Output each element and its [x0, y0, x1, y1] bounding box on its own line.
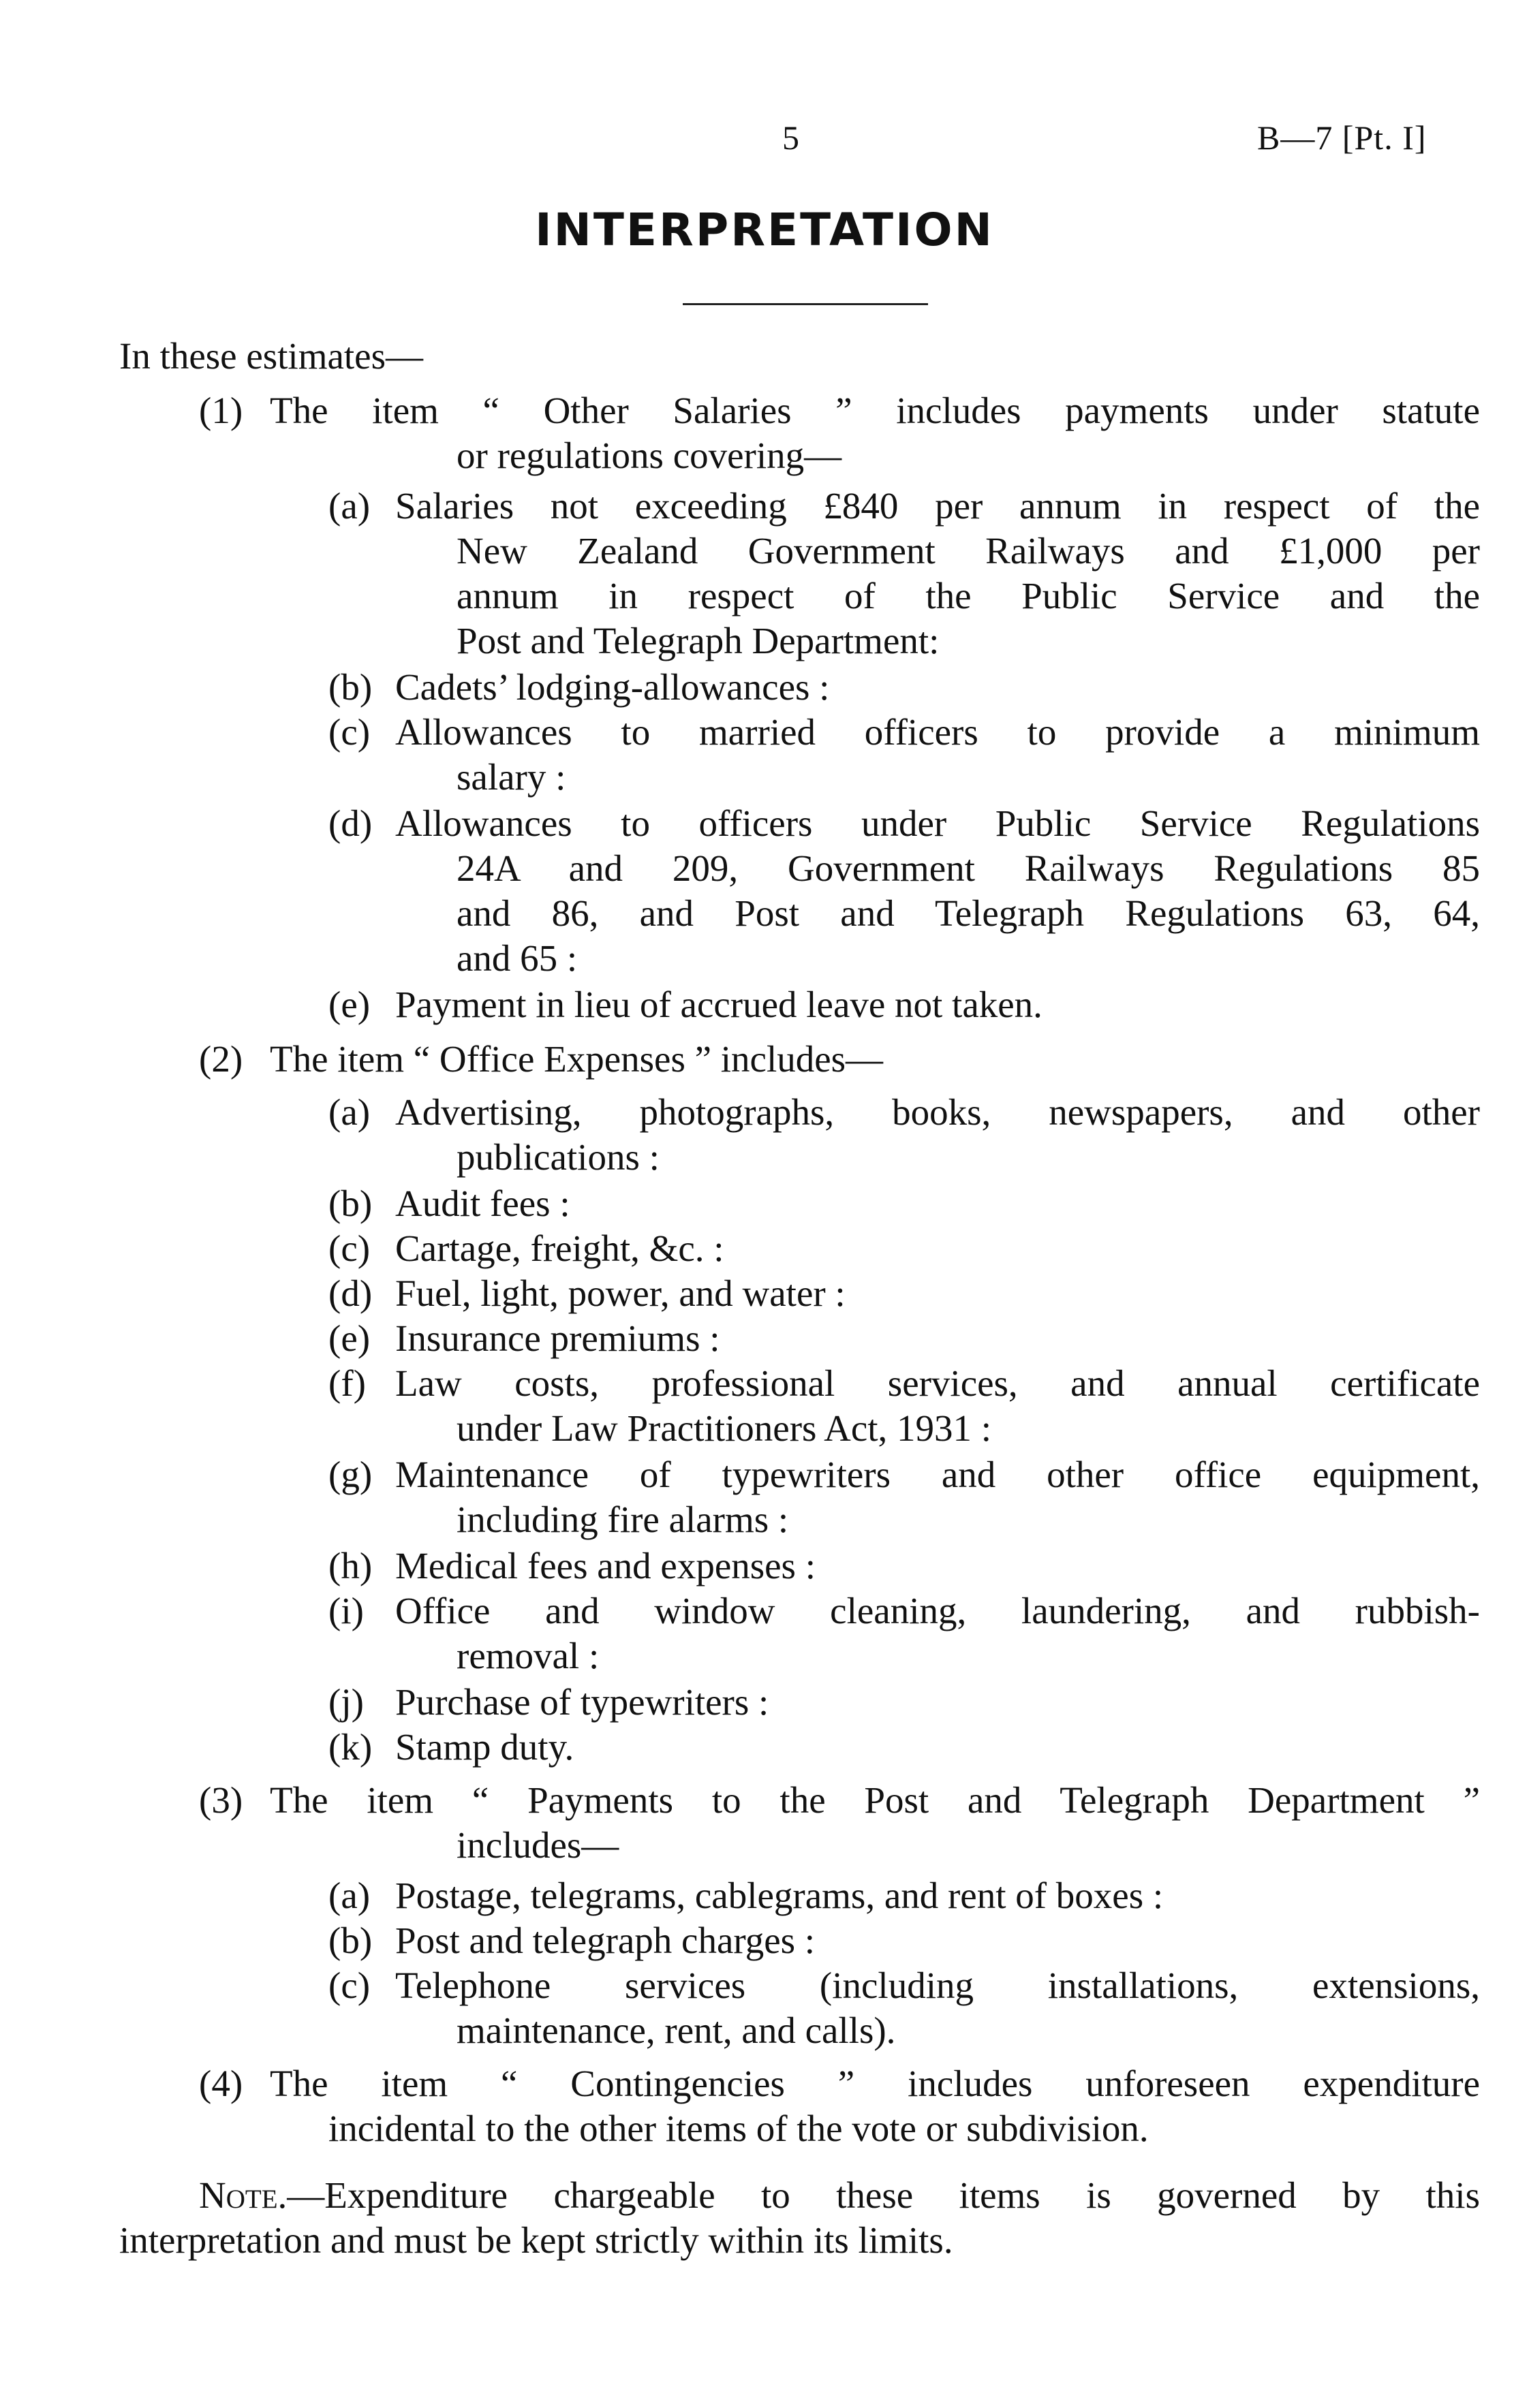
- note-line: [199, 2173, 1480, 2218]
- item-line: salary :: [457, 756, 566, 798]
- item-label: (g): [328, 1454, 373, 1495]
- item-label: (b): [328, 1920, 373, 1961]
- item-line: removal :: [457, 1635, 600, 1676]
- item-label: (c): [328, 1228, 371, 1269]
- item-label: (a): [328, 1875, 371, 1916]
- item-line: Post and Telegraph Department:: [457, 620, 940, 661]
- intro-text: In these estimates—: [119, 335, 423, 377]
- section-line: includes—: [457, 1824, 619, 1866]
- item-line: under Law Practitioners Act, 1931 :: [457, 1407, 992, 1449]
- item-label: (h): [328, 1545, 373, 1586]
- item-line: annum in respect of the Public Service and the: [457, 575, 1480, 616]
- title-rule: [683, 303, 928, 305]
- section-number: (2): [199, 1038, 243, 1080]
- item-line: Cartage, freight, &c. :: [395, 1228, 724, 1269]
- item-line: Office and window cleaning, laundering, and rubbish-: [395, 1590, 1480, 1631]
- item-line: Stamp duty.: [395, 1726, 574, 1768]
- item-line: publications :: [457, 1136, 660, 1178]
- page-number: 5: [782, 119, 799, 157]
- item-line: and 86, and Post and Telegraph Regulations 63, 64,: [457, 892, 1480, 934]
- section-line: or regulations covering—: [457, 435, 842, 476]
- item-line: Payment in lieu of accrued leave not taken.: [395, 984, 1042, 1025]
- item-line: Insurance premiums :: [395, 1317, 720, 1359]
- item-label: (c): [328, 1965, 371, 2006]
- item-line: Medical fees and expenses :: [395, 1545, 816, 1586]
- item-label: (b): [328, 666, 373, 708]
- item-line: Salaries not exceeding £840 per annum in respect of the: [395, 485, 1480, 527]
- section-number: (3): [199, 1779, 243, 1821]
- note-line: interpretation and must be kept strictly within its limits.: [119, 2219, 953, 2261]
- item-line: Cadets’ lodging-allowances :: [395, 666, 830, 708]
- document-reference: B—7 [Pt. I]: [1257, 119, 1427, 157]
- item-line: Maintenance of typewriters and other office equipment,: [395, 1454, 1480, 1495]
- item-line: Advertising, photographs, books, newspapers, and other: [395, 1091, 1480, 1133]
- item-line: maintenance, rent, and calls).: [457, 2010, 896, 2051]
- item-label: (a): [328, 485, 371, 527]
- item-line: Audit fees :: [395, 1183, 570, 1224]
- section-line: The item “ Other Salaries ” includes payments under statute: [270, 390, 1480, 431]
- section-line: incidental to the other items of the vote or subdivision.: [328, 2108, 1149, 2149]
- item-label: (e): [328, 1317, 371, 1359]
- section-number: (4): [199, 2063, 243, 2104]
- item-label: (i): [328, 1590, 364, 1631]
- item-label: (e): [328, 984, 371, 1025]
- item-line: 24A and 209, Government Railways Regulations 85: [457, 847, 1480, 889]
- item-label: (a): [328, 1091, 371, 1133]
- section-line: The item “ Payments to the Post and Telegraph Department ”: [270, 1779, 1480, 1821]
- item-line: Postage, telegrams, cablegrams, and rent of boxes :: [395, 1875, 1164, 1916]
- item-line: Telephone services (including installations, extensions,: [395, 1965, 1480, 2006]
- section-line: The item “ Contingencies ” includes unforeseen expenditure: [270, 2063, 1480, 2104]
- item-line: New Zealand Government Railways and £1,000 per: [457, 530, 1480, 572]
- item-label: (b): [328, 1183, 373, 1224]
- item-line: including fire alarms :: [457, 1499, 789, 1540]
- item-label: (d): [328, 802, 373, 844]
- item-label: (j): [328, 1681, 364, 1723]
- item-line: Law costs, professional services, and annual certificate: [395, 1362, 1480, 1404]
- note-text: —Expenditure chargeable to these items is governed by this: [287, 2174, 1480, 2216]
- page-title: INTERPRETATION: [535, 204, 994, 256]
- item-line: Allowances to officers under Public Service Regulations: [395, 802, 1480, 844]
- item-line: Post and telegraph charges :: [395, 1920, 816, 1961]
- note-label: Note.: [199, 2174, 288, 2216]
- item-line: Purchase of typewriters :: [395, 1681, 769, 1723]
- item-line: Allowances to married officers to provide a minimum: [395, 711, 1480, 753]
- item-label: (f): [328, 1362, 366, 1404]
- item-line: and 65 :: [457, 937, 578, 979]
- item-label: (k): [328, 1726, 373, 1768]
- item-label: (d): [328, 1272, 373, 1314]
- section-line: The item “ Office Expenses ” includes—: [270, 1038, 884, 1080]
- item-line: Fuel, light, power, and water :: [395, 1272, 846, 1314]
- section-number: (1): [199, 390, 243, 431]
- item-label: (c): [328, 711, 371, 753]
